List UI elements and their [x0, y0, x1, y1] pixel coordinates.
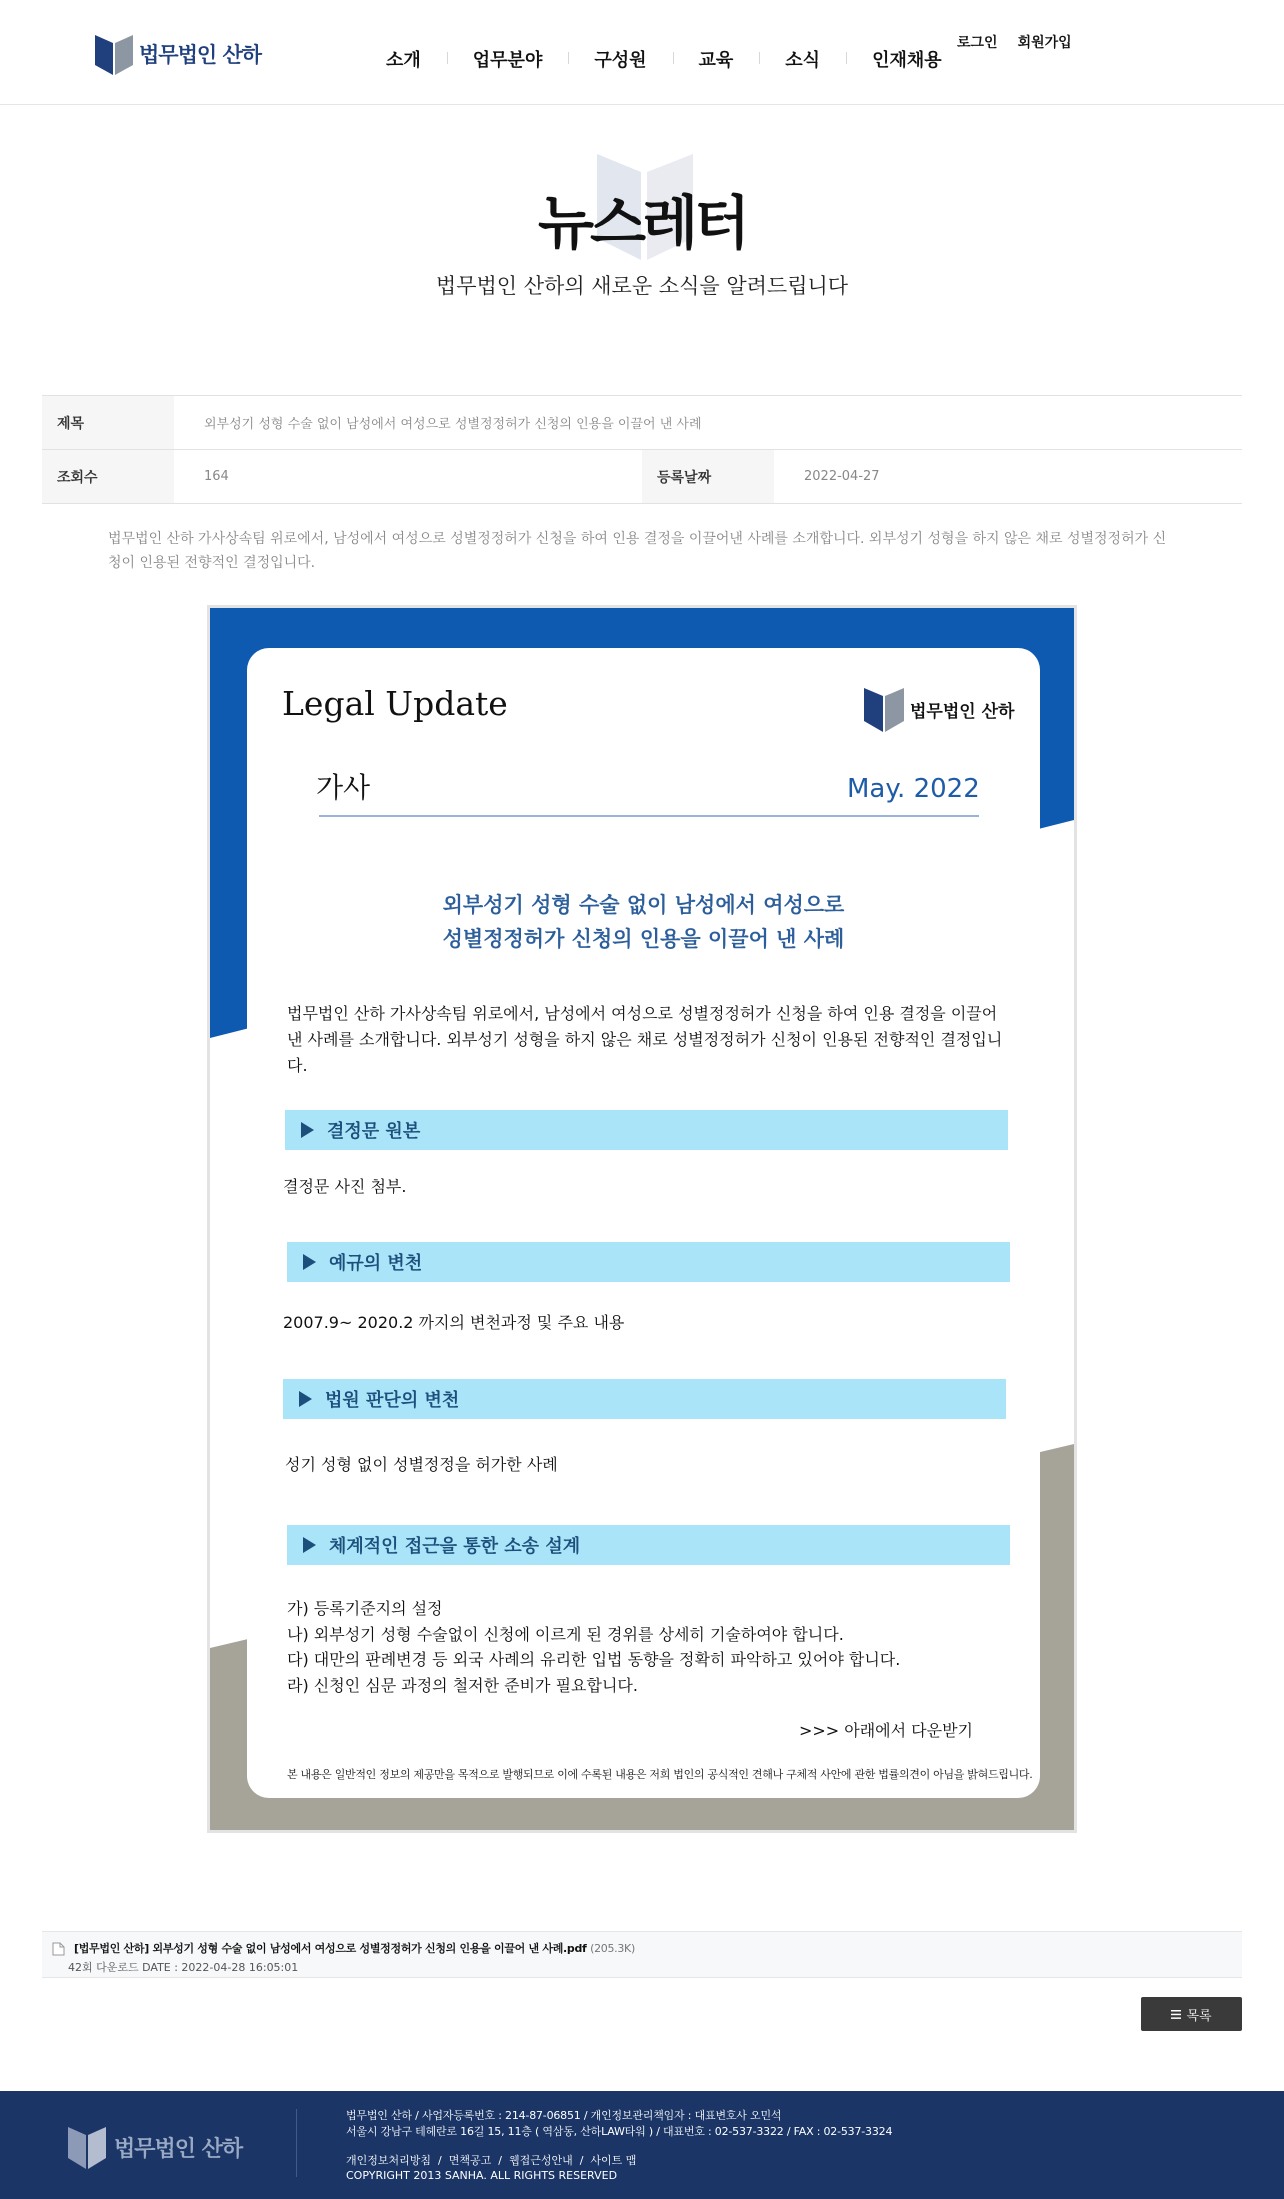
- newsletter-headline: [247, 888, 1040, 956]
- attachment-meta: 42회 다운로드 DATE : 2022-04-28 16:05:01: [68, 1961, 299, 1974]
- post-summary: 법무법인 산하 가사상속팀 위로에서, 남성에서 여성으로 성별정정허가 신청을 하여 인용 결정을 이끌어낸 사례를 소개합니다. 외부성기 성형을 하지 않은 채로 성별정정허가 신청이 인용된 전향적인 결정입니다.: [108, 531, 1167, 571]
- newsletter-logo-book-icon: [864, 686, 904, 732]
- site-footer: [0, 2091, 1284, 2199]
- newsletter-headline-line-1: 외부성기 성형 수술 없이 남성에서 여성으로: [442, 893, 845, 917]
- nav-item-about[interactable]: 소개: [386, 50, 421, 71]
- newsletter-divider: [319, 815, 979, 817]
- post-info-table: [42, 395, 1242, 504]
- list-item: 다) 대만의 판례변경 등 외국 사례의 유리한 입법 동향을 정확히 파악하고 있어야 합니다.: [287, 1650, 901, 1669]
- play-triangle-icon: [301, 1122, 314, 1138]
- play-triangle-icon: [299, 1391, 312, 1407]
- page-title-area: [0, 150, 1284, 310]
- main-nav: [360, 46, 968, 72]
- play-triangle-icon: [303, 1537, 316, 1553]
- site-logo-text: 법무법인 산하: [139, 43, 262, 67]
- section-title-strategy: [287, 1525, 1010, 1565]
- newsletter-date: May. 2022: [847, 774, 980, 804]
- section-title-text: 결정문 원본: [327, 1121, 421, 1142]
- section-title-text: 체계적인 접근을 통한 소송 설계: [329, 1536, 581, 1557]
- page-title: 뉴스레터: [537, 189, 747, 257]
- footer-logo[interactable]: [68, 2125, 242, 2169]
- subject-value: 외부성기 성형 수술 없이 남성에서 여성으로 성별정정허가 신청의 인용을 이끌어 낸 사례: [204, 417, 702, 432]
- list-button[interactable]: [1141, 1997, 1242, 2031]
- footer-link-privacy[interactable]: 개인정보처리방침: [346, 2154, 432, 2167]
- footer-company-info: [346, 2108, 892, 2140]
- section-title-rules: [287, 1242, 1010, 1282]
- page-subtitle: 법무법인 산하의 새로운 소식을 알려드립니다: [435, 274, 849, 298]
- newsletter-headline-line-2: 성별정정허가 신청의 인용을 이끌어 낸 사례: [442, 927, 845, 951]
- date-value: 2022-04-27: [804, 469, 880, 484]
- strategy-list: [287, 1596, 900, 1698]
- date-label: 등록날짜: [642, 450, 774, 503]
- logo-book-icon: [95, 33, 133, 75]
- footer-logo-book-icon: [68, 2125, 106, 2169]
- site-logo[interactable]: [95, 33, 261, 75]
- section-body-decision: 결정문 사진 첨부.: [283, 1177, 407, 1196]
- footer-links: [346, 2153, 636, 2183]
- section-title-court: [283, 1379, 1006, 1419]
- menu-list-icon: [1171, 2010, 1181, 2019]
- attachment-file-size: (205.3K): [590, 1942, 635, 1955]
- footer-link-sitemap[interactable]: 사이트 맵: [590, 2154, 637, 2167]
- attachment-download-link[interactable]: [74, 1940, 635, 1956]
- util-nav: [957, 32, 1072, 52]
- login-link[interactable]: 로그인: [957, 35, 998, 51]
- list-item: 가) 등록기준지의 설정: [287, 1599, 443, 1618]
- newsletter-intro: 법무법인 산하 가사상속팀 위로에서, 남성에서 여성으로 성별정정허가 신청을 하여 인용 결정을 이끌어낸 사례를 소개합니다. 외부성기 성형을 하지 않은 채로 성별정정허가 신청이 인용된 전향적인 결정입니다.: [287, 1004, 1003, 1075]
- attachment-box: [42, 1931, 1242, 1978]
- newsletter-brand: Legal Update: [282, 684, 508, 723]
- newsletter-disclaimer: 본 내용은 일반적인 정보의 제공만을 목적으로 발행되므로 이에 수록된 내용은 저희 법인의 공식적인 견해나 구체적 사안에 관한 법률의견이 아님을 밝혀드립니다.: [287, 1768, 1033, 1781]
- newsletter-logo: [864, 686, 1014, 732]
- info-row-subject: [42, 396, 1242, 450]
- footer-info-line-1: 법무법인 산하 / 사업자등록번호 : 214-87-06851 / 개인정보관리책임자 : 대표변호사 오민석: [346, 2109, 782, 2122]
- file-icon: [52, 1942, 65, 1956]
- download-note: >>> 아래에서 다운받기: [798, 1721, 973, 1740]
- newsletter-logo-text: 법무법인 산하: [910, 701, 1015, 722]
- section-title-decision: [285, 1110, 1008, 1150]
- list-item: 나) 외부성기 성형 수술없이 신청에 이르게 된 경위를 상세히 기술하여야 합니다.: [287, 1624, 844, 1644]
- views-value: 164: [204, 469, 229, 484]
- footer-info-line-2: 서울시 강남구 테헤란로 16길 15, 11층 ( 역삼동, 산하LAW타워 ) / 대표번호 : 02-537-3322 / FAX : 02-537-3324: [346, 2125, 893, 2138]
- info-row-meta: [42, 450, 1242, 504]
- subject-label: 제목: [42, 396, 174, 449]
- section-title-text: 법원 판단의 변천: [325, 1390, 460, 1411]
- newsletter-card: [247, 648, 1040, 1798]
- list-button-label: 목록: [1186, 2008, 1212, 2024]
- footer-copyright: COPYRIGHT 2013 SANHA. ALL RIGHTS RESERVED: [346, 2169, 618, 2182]
- footer-logo-text: 법무법인 산하: [114, 2136, 243, 2162]
- footer-link-separator: /: [434, 2154, 446, 2167]
- newsletter-category: 가사: [316, 771, 371, 804]
- footer-divider: [296, 2109, 297, 2177]
- section-title-text: 예규의 변천: [329, 1253, 423, 1274]
- section-body-court: 성기 성형 없이 성별정정을 허가한 사례: [285, 1455, 558, 1474]
- nav-item-education[interactable]: 교육: [673, 46, 760, 72]
- footer-link-accessibility[interactable]: 웹접근성안내: [508, 2154, 573, 2167]
- section-body-rules: 2007.9~ 2020.2 까지의 변천과정 및 주요 내용: [283, 1313, 625, 1332]
- signup-link[interactable]: 회원가입: [1017, 35, 1072, 51]
- play-triangle-icon: [303, 1254, 316, 1270]
- attachment-file-name[interactable]: [법무법인 산하] 외부성기 성형 수술 없이 남성에서 여성으로 성별정정허가 신청의 인용을 이끌어 낸 사례.pdf: [74, 1942, 587, 1955]
- nav-item-practice[interactable]: 업무분야: [447, 46, 569, 72]
- nav-item-members[interactable]: 구성원: [568, 46, 672, 72]
- newsletter-image: [207, 605, 1077, 1833]
- footer-link-separator: /: [494, 2154, 506, 2167]
- site-header: [0, 0, 1284, 105]
- footer-link-separator: /: [576, 2154, 587, 2167]
- views-label: 조회수: [42, 450, 174, 503]
- footer-link-disclaimer[interactable]: 면책공고: [448, 2154, 492, 2167]
- nav-item-news[interactable]: 소식: [759, 46, 846, 72]
- nav-item-careers[interactable]: 인재채용: [846, 46, 968, 72]
- list-item: 라) 신청인 심문 과정의 철저한 준비가 필요합니다.: [287, 1675, 638, 1695]
